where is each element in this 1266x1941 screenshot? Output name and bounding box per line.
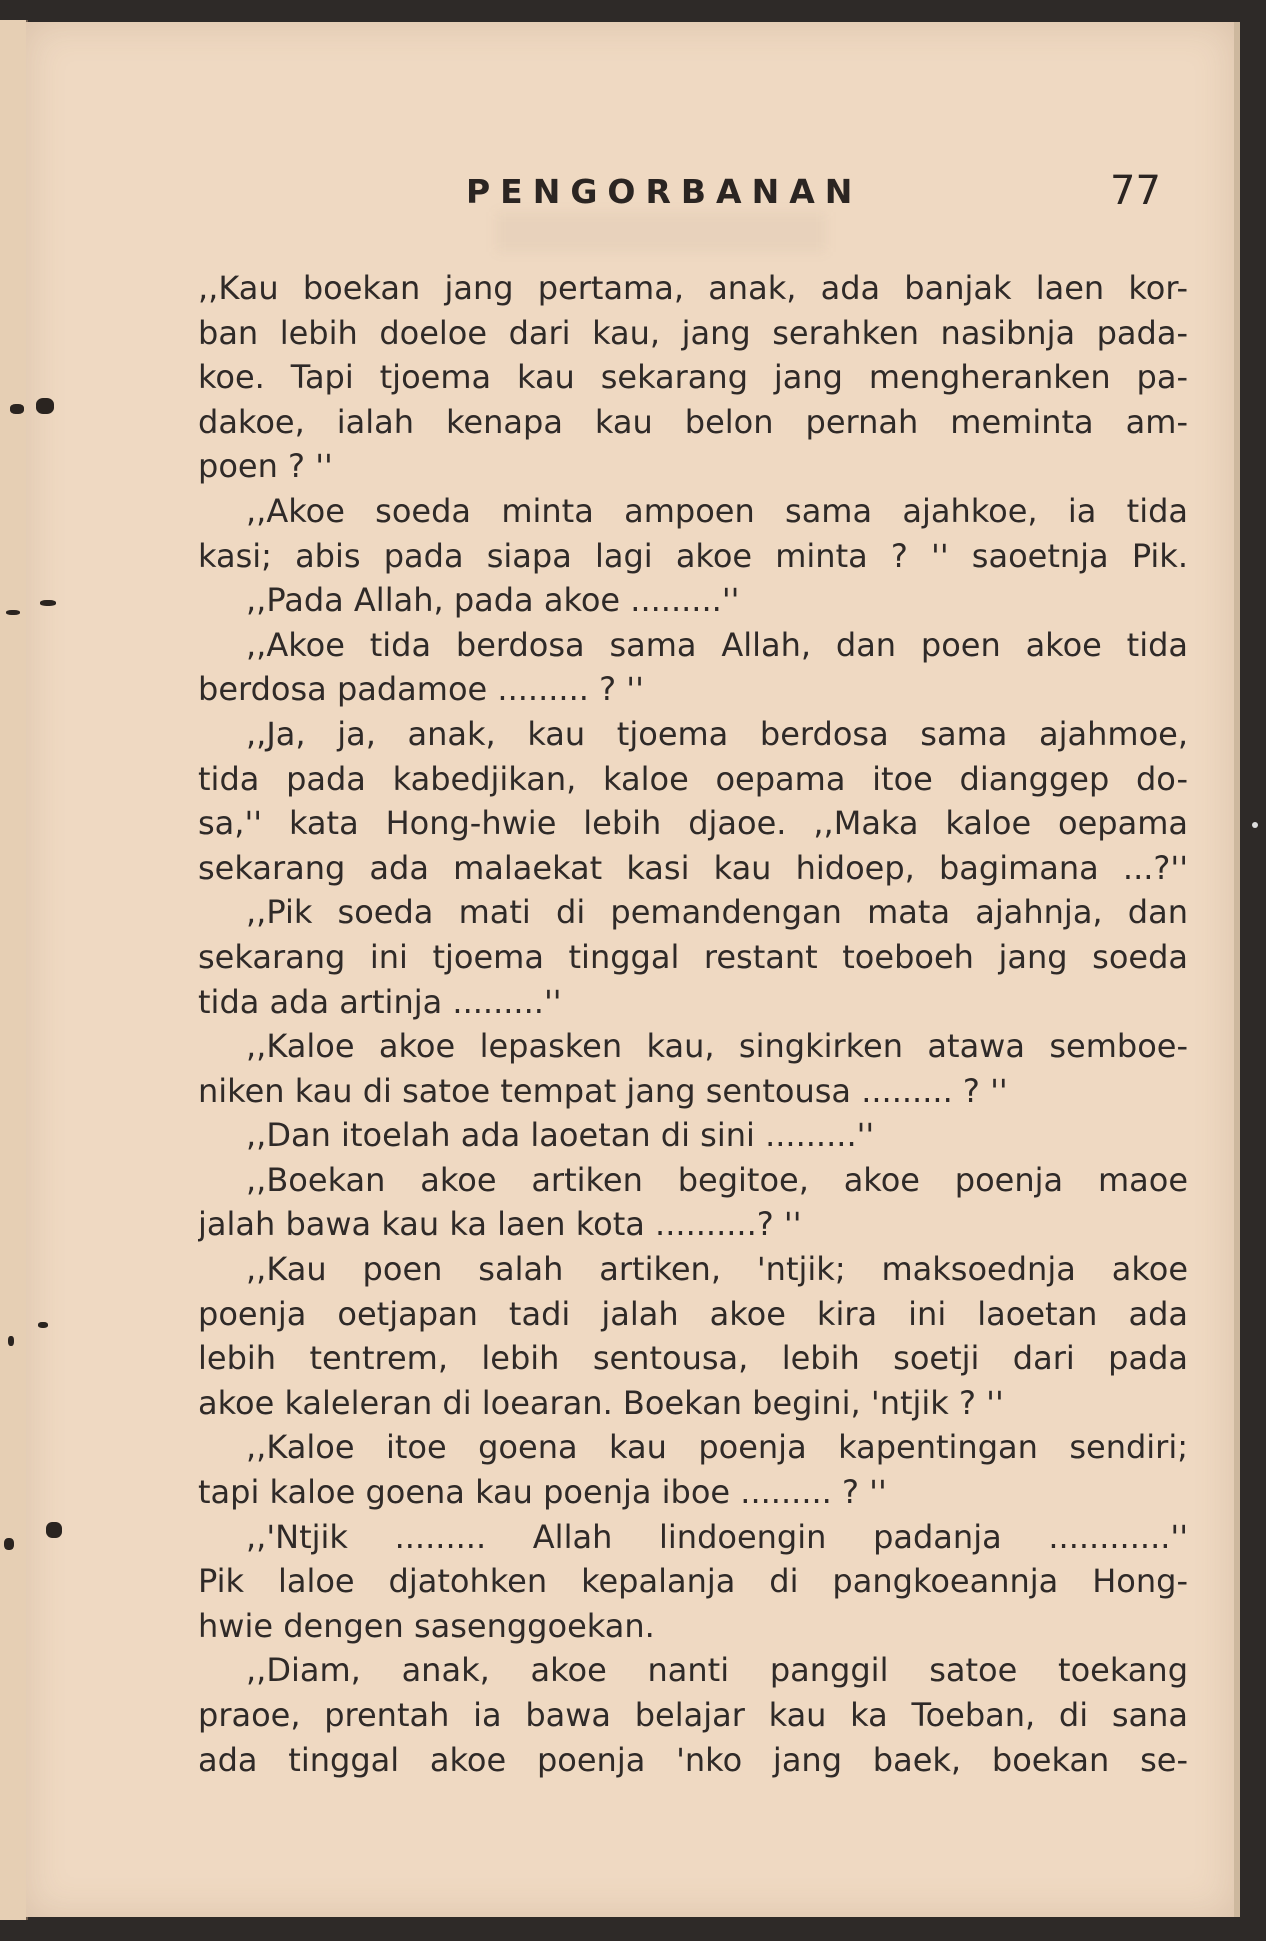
body-text (198, 266, 1188, 1782)
running-head: PENGORBANAN (466, 172, 863, 211)
text-line: ,,Kau boekan jang pertama, anak, ada banjak laen kor- (198, 269, 1188, 307)
page-header (26, 168, 1234, 232)
text-line: sekarang ini tjoema tinggal restant toeboeh jang soeda (198, 937, 1188, 976)
right-page-edge (1234, 22, 1240, 1917)
margin-mark (4, 1538, 14, 1550)
text-line: hwie dengen sasenggoekan. (198, 1606, 655, 1645)
text-line: koe. Tapi tjoema kau sekarang jang mengheranken pa- (198, 358, 1188, 397)
text-line: ,,Akoe tida berdosa sama Allah, dan poen akoe tida (246, 625, 1188, 664)
text-line: berdosa padamoe ......... ? '' (198, 670, 644, 709)
text-line: ,,Kaloe akoe lepasken kau, singkirken atawa semboe- (246, 1027, 1188, 1066)
text-line: niken kau di satoe tempat jang sentousa ......... ? '' (198, 1071, 1008, 1110)
text-line: ,,Ja, ja, anak, kau tjoema berdosa sama ajahmoe, (246, 714, 1188, 753)
text-line: akoe kaleleran di loearan. Boekan begini, 'ntjik ? '' (198, 1383, 1004, 1422)
margin-mark (6, 610, 20, 615)
text-line: ,,Kaloe itoe goena kau poenja kapentingan sendiri; (246, 1428, 1188, 1467)
text-line: lebih tentrem, lebih sentousa, lebih soetji dari pada (198, 1339, 1188, 1378)
text-line: dakoe, ialah kenapa kau belon pernah meminta am- (198, 402, 1188, 441)
margin-mark (8, 1336, 14, 1346)
left-page-edge (0, 20, 28, 1920)
margin-mark (10, 404, 24, 414)
text-line: ,,Pik soeda mati di pemandengan mata ajahnja, dan (246, 893, 1188, 932)
page-number: 77 (1110, 168, 1161, 214)
dust-speck (1252, 822, 1258, 828)
text-line: ,,Dan itoelah ada laoetan di sini .........'' (246, 1116, 875, 1155)
text-line: tapi kaloe goena kau poenja iboe ......... ? '' (198, 1473, 887, 1512)
margin-mark (40, 600, 56, 606)
text-line: ,,Pada Allah, pada akoe .........'' (246, 581, 740, 620)
margin-mark (36, 398, 54, 414)
text-line: poen ? '' (198, 447, 333, 486)
text-line: sekarang ada malaekat kasi kau hidoep, bagimana ...?'' (198, 848, 1188, 887)
text-line: ,,Akoe soeda minta ampoen sama ajahkoe, ia tida (246, 491, 1188, 530)
text-line: poenja oetjapan tadi jalah akoe kira ini laoetan ada (198, 1294, 1188, 1333)
text-line: praoe, prentah ia bawa belajar kau ka Toeban, di sana (198, 1696, 1188, 1734)
text-line: kasi; abis pada siapa lagi akoe minta ? '' saoetnja Pik. (198, 536, 1188, 575)
text-line: tida ada artinja .........'' (198, 982, 562, 1021)
text-line: ,,Kau poen salah artiken, 'ntjik; maksoednja akoe (246, 1250, 1188, 1289)
text-line: sa,'' kata Hong-hwie lebih djaoe. ,,Maka kaloe oepama (198, 804, 1188, 843)
text-line: ada tinggal akoe poenja 'nko jang baek, boekan se- (198, 1740, 1188, 1779)
page (26, 22, 1234, 1917)
margin-mark (38, 1322, 48, 1328)
margin-mark (46, 1522, 62, 1538)
text-line: ,,Diam, anak, akoe nanti panggil satoe toekang (246, 1651, 1188, 1690)
text-line: Pik laloe djatohken kepalanja di pangkoeannja Hong- (198, 1562, 1188, 1601)
text-line: jalah bawa kau ka laen kota ..........? '' (198, 1205, 802, 1244)
text-line: ,,'Ntjik ......... Allah lindoengin padanja ............'' (246, 1517, 1188, 1556)
text-line: ,,Boekan akoe artiken begitoe, akoe poenja maoe (246, 1160, 1188, 1199)
text-line: ban lebih doeloe dari kau, jang serahken nasibnja pada- (198, 313, 1188, 352)
text-line: tida pada kabedjikan, kaloe oepama itoe dianggep do- (198, 759, 1188, 798)
